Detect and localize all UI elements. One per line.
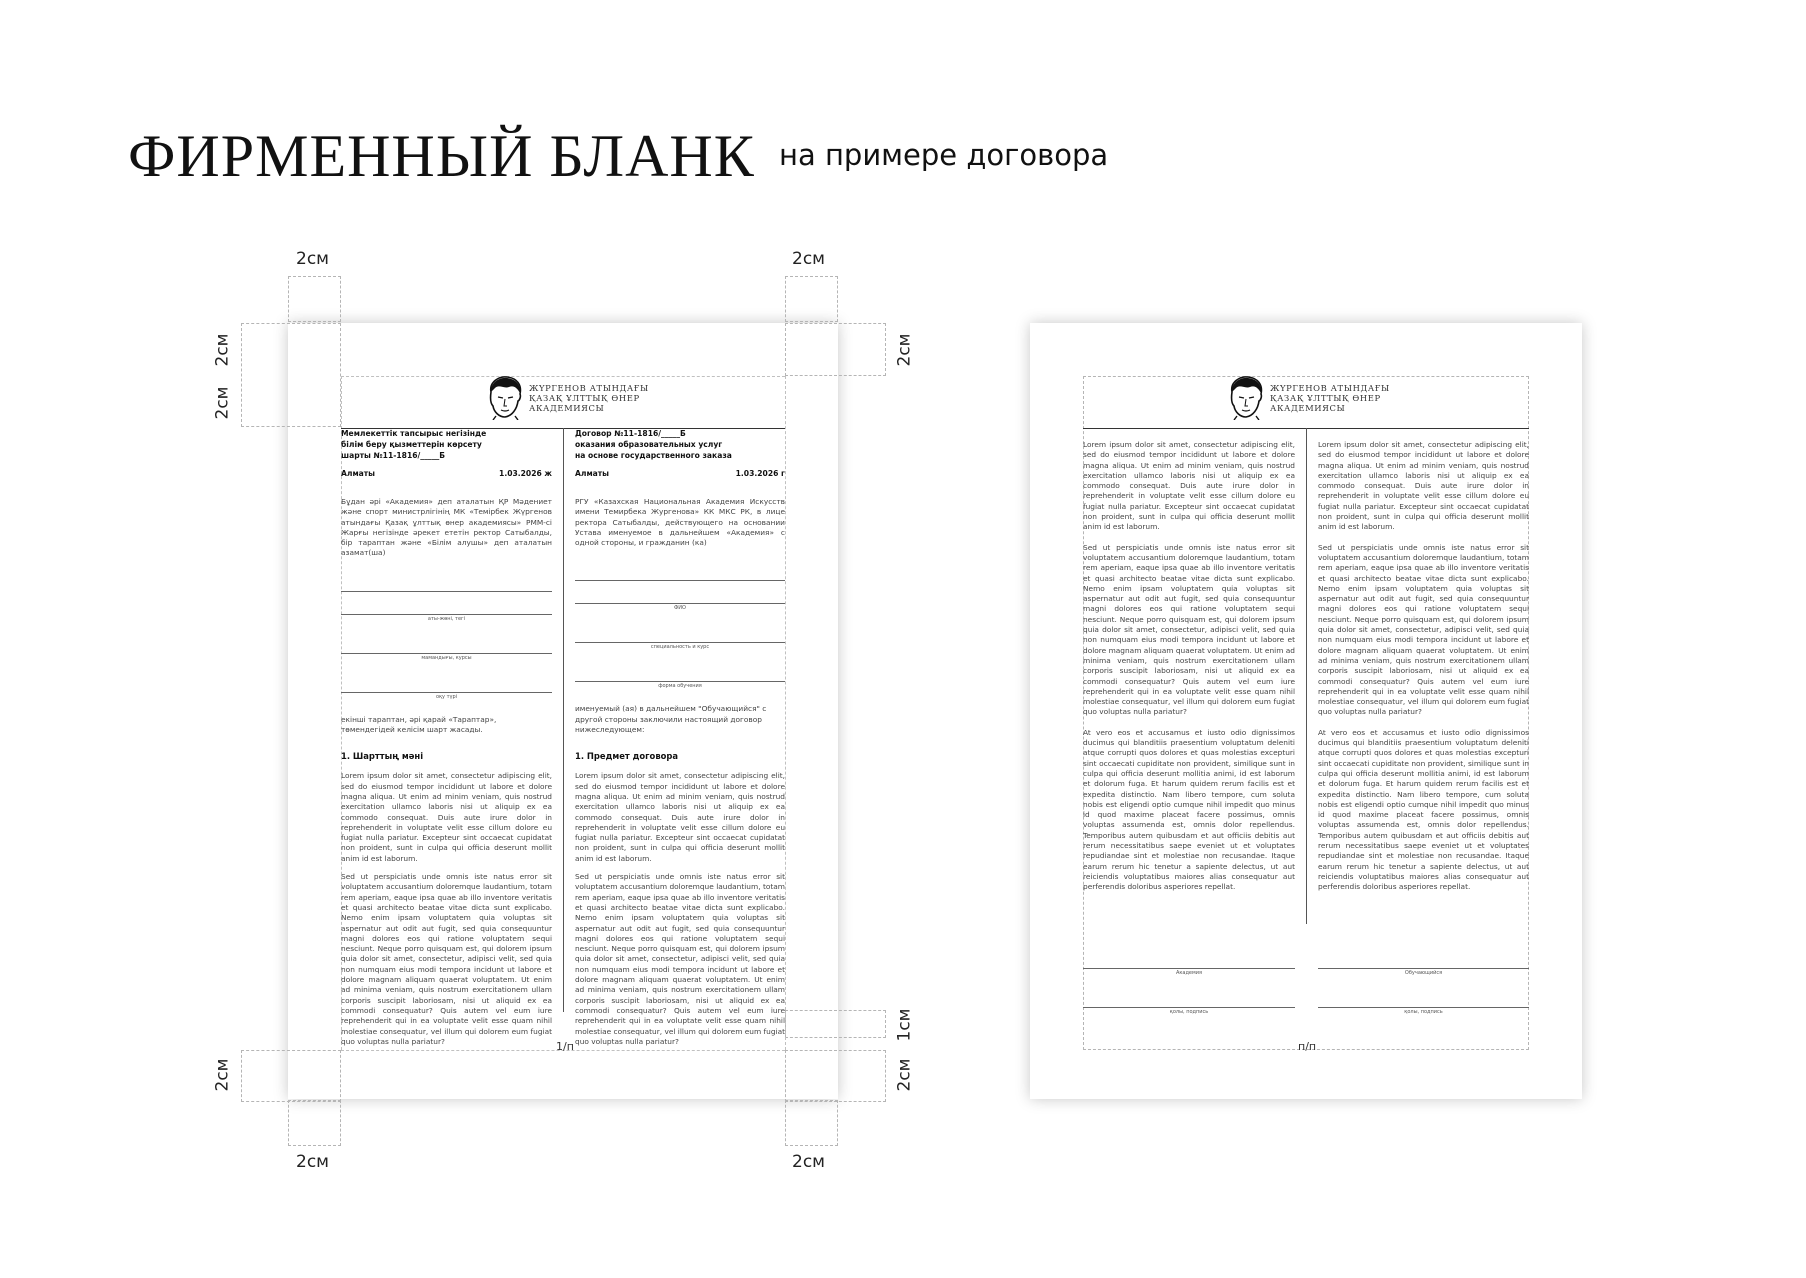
academy-logo xyxy=(487,376,649,420)
margin-label-top-right: 2см xyxy=(792,249,825,269)
margin-label-left-top1: 2см xyxy=(212,333,233,367)
margin-guide-bottom-left xyxy=(288,1100,341,1146)
kz-heading-3: шарты №11-1816/_____Б xyxy=(341,451,446,460)
column-divider xyxy=(563,428,564,1012)
margin-guide-bottom-left-side xyxy=(241,1050,341,1102)
margin-guide-top-right xyxy=(785,276,838,322)
margin-guide-top-left-side xyxy=(241,323,341,427)
ru-intro: РГУ «Казахская Национальная Академия Искусств имени Темирбека Жургенова» КК МКС РК, в лице ректора Сатыбалды, действующего на основании Устава именуемое в дальнейшем «Академия» с одной стороны, и гражданин (ка) xyxy=(575,497,785,548)
ru-caption-name: ФИО xyxy=(674,605,686,612)
signature-caption-right: қолы, подпись xyxy=(1404,1009,1443,1015)
kz-heading-2: білім беру қызметтерін көрсету xyxy=(341,440,482,449)
kz-paragraph-1: Lorem ipsum dolor sit amet, consectetur adipiscing elit, sed do eiusmod tempor incididunt ut labore et dolore magna aliqua. Ut enim ad minim veniam, quis nostrud exercitation ullamco laboris nisi ut aliquip ex ea commodo consequat. Duis aute irure dolor in reprehenderit in voluptate velit esse cillum dolore eu fugiat nulla pariatur. Excepteur sint occaecat cupidatat non proident, sunt in culpa qui officia deserunt mollit anim id est laborum. xyxy=(341,771,552,863)
kz-caption-name: аты-жөні, тегі xyxy=(427,615,466,622)
ru-caption-specialty: специальность и курс xyxy=(650,644,710,651)
ru-outro: именуемый (ая) в дальнейшем "Обучающийся" с другой стороны заключили настоящий договор нижеследующем: xyxy=(575,704,767,735)
signature-label-student: Обучающийся xyxy=(1404,970,1443,976)
margin-label-right-top: 2см xyxy=(894,333,915,367)
kz-line-1 xyxy=(341,591,552,592)
logo-line-2: ҚАЗАҚ ҰЛТТЫҚ ӨНЕР xyxy=(529,393,640,403)
margin-label-top-left: 2см xyxy=(296,249,329,269)
signature-block-right xyxy=(1318,968,1529,1016)
page2-left-paragraph-1: Lorem ipsum dolor sit amet, consectetur adipiscing elit, sed do eiusmod tempor incididunt ut labore et dolore magna aliqua. Ut enim ad minim veniam, quis nostrud exercitation ullamco laboris nisi ut aliquip ex ea commodo consequat. Duis aute irure dolor in reprehenderit in voluptate velit esse cillum dolore eu fugiat nulla pariatur. Excepteur sint occaecat cupidatat non proident, sunt in culpa qui officia deserunt mollit anim id est laborum. xyxy=(1083,440,1295,532)
logo-line-3: АКАДЕМИЯСЫ xyxy=(529,403,605,413)
kz-heading-1: Мемлекеттік тапсырыс негізінде xyxy=(341,429,487,438)
logo-line-1: ЖҮРГЕНОВ АТЫНДАҒЫ xyxy=(1270,383,1390,393)
margin-label-left-bottom: 2см xyxy=(212,1058,233,1092)
ru-caption-study-form: форма обучения xyxy=(658,683,702,690)
page-number-page2: п/п xyxy=(1298,1040,1317,1053)
page2-right-column xyxy=(1318,440,1529,892)
kz-date: 1.03.2026 ж xyxy=(499,469,552,478)
kz-outro: екінші тараптан, әрі қарай «Тараптар», төмендегідей келісім шарт жасады. xyxy=(341,714,497,735)
kz-column xyxy=(341,428,552,1047)
ru-heading-2: оказания образовательных услуг xyxy=(575,440,723,449)
ru-line-1 xyxy=(575,580,785,581)
page-subtitle: на примере договора xyxy=(779,138,1109,172)
signature-caption-left: қолы, подпись xyxy=(1169,1009,1209,1015)
ru-section-title: 1. Предмет договора xyxy=(575,751,679,762)
margin-label-right-bottom-2cm: 2см xyxy=(894,1058,915,1092)
margin-label-bottom-right: 2см xyxy=(792,1152,825,1172)
logo-line-2: ҚАЗАҚ ҰЛТТЫҚ ӨНЕР xyxy=(1270,393,1381,403)
kz-intro: Бұдан әрі «Академия» деп аталатын ҚР Мәдениет және спорт министрлігінің МК «Темірбек Жүргенов атындағы Қазақ ұлттық өнер академиясы» РММ-сі Жарғы негізінде әрекет ететін ректор Сатыбалды, бір тараптан және «Білім алушы» деп аталатын азамат(ша) xyxy=(341,497,552,558)
kz-section-title: 1. Шарттың мәні xyxy=(341,751,424,762)
kz-paragraph-2: Sed ut perspiciatis unde omnis iste natus error sit voluptatem accusantium doloremque laudantium, totam rem aperiam, eaque ipsa quae ab illo inventore veritatis et quasi architecto beatae vitae dicta sunt explicabo. Nemo enim ipsam voluptatem quia voluptas sit aspernatur aut odit aut fugit, sed quia consequuntur magni dolores eos qui ratione voluptatem sequi nesciunt. Neque porro quisquam est, qui dolorem ipsum quia dolor sit amet, consectetur, adipisci velit, sed quia non numquam eius modi tempora incidunt ut labore et dolore magnam aliquam quaerat voluptatem. Ut enim ad minima veniam, quis nostrum exercitationem ullam corporis suscipit laboriosam, nisi ut aliquid ex ea commodi consequatur? Quis autem vel eum iure reprehenderit qui in ea voluptate velit esse quam nihil molestiae consequatur, vel illum qui dolorem eum fugiat quo voluptas nulla pariatur? xyxy=(341,872,552,1046)
margin-guide-top-left xyxy=(288,276,341,322)
kz-caption-specialty: мамандығы, курсы xyxy=(421,654,472,661)
page-number: 1/п xyxy=(556,1040,574,1053)
ru-heading-3: на основе государственного заказа xyxy=(575,451,732,460)
page2-right-paragraph-2: Sed ut perspiciatis unde omnis iste natus error sit voluptatem accusantium doloremque laudantium, totam rem aperiam, eaque ipsa quae ab illo inventore veritatis et quasi architecto beatae vitae dicta sunt explicabo. Nemo enim ipsam voluptatem quia voluptas sit aspernatur aut odit aut fugit, sed quia consequuntur magni dolores eos qui ratione voluptatem sequi nesciunt. Neque porro quisquam est, qui dolorem ipsum quia dolor sit amet, consectetur, adipisci velit, sed quia non numquam eius modi tempora incidunt ut labore et dolore magnam aliquam quaerat voluptatem. Ut enim ad minima veniam, quis nostrum exercitationem ullam corporis suscipit laboriosam, nisi ut aliquid ex ea commodi consequatur? Quis autem vel eum iure reprehenderit qui in ea voluptate velit esse quam nihil molestiae consequatur, vel illum qui dolorem eum fugiat quo voluptas nulla pariatur? xyxy=(1318,542,1529,717)
content-bound-right xyxy=(785,376,786,1050)
margin-label-bottom-left: 2см xyxy=(296,1152,329,1172)
page-title: ФИРМЕННЫЙ БЛАНК xyxy=(128,123,755,189)
academy-logo-page2 xyxy=(1228,376,1390,420)
margin-label-left-top2: 2см xyxy=(212,386,233,420)
page2-left-paragraph-2: Sed ut perspiciatis unde omnis iste natus error sit voluptatem accusantium doloremque laudantium, totam rem aperiam, eaque ipsa quae ab illo inventore veritatis et quasi architecto beatae vitae dicta sunt explicabo. Nemo enim ipsam voluptatem quia voluptas sit aspernatur aut odit aut fugit, sed quia consequuntur magni dolores eos qui ratione voluptatem sequi nesciunt. Neque porro quisquam est, qui dolorem ipsum quia dolor sit amet, consectetur, adipisci velit, sed quia non numquam eius modi tempora incidunt ut labore et dolore magnam aliquam quaerat voluptatem. Ut enim ad minima veniam, quis nostrum exercitationem ullam corporis suscipit laboriosam, nisi ut aliquid ex ea commodi consequatur? Quis autem vel eum iure reprehenderit qui in ea voluptate velit esse quam nihil molestiae consequatur, vel illum qui dolorem eum fugiat quo voluptas nulla pariatur? xyxy=(1083,542,1295,717)
margin-guide-bottom-right xyxy=(785,1100,838,1146)
page2-left-column xyxy=(1083,440,1295,892)
ru-paragraph-1: Lorem ipsum dolor sit amet, consectetur adipiscing elit, sed do eiusmod tempor incididunt ut labore et dolore magna aliqua. Ut enim ad minim veniam, quis nostrud exercitation ullamco laboris nisi ut aliquip ex ea commodo consequat. Duis aute irure dolor in reprehenderit in voluptate velit esse cillum dolore eu fugiat nulla pariatur. Excepteur sint occaecat cupidatat non proident, sunt in culpa qui officia deserunt mollit anim id est laborum. xyxy=(575,771,785,863)
page2-right-paragraph-1: Lorem ipsum dolor sit amet, consectetur adipiscing elit, sed do eiusmod tempor incididunt ut labore et dolore magna aliqua. Ut enim ad minim veniam, quis nostrud exercitation ullamco laboris nisi ut aliquip ex ea commodo consequat. Duis aute irure dolor in reprehenderit in voluptate velit esse cillum dolore eu fugiat nulla pariatur. Excepteur sint occaecat cupidatat non proident, sunt in culpa qui officia deserunt mollit anim id est laborum. xyxy=(1318,440,1529,532)
portrait-icon xyxy=(1228,376,1264,420)
ru-paragraph-2: Sed ut perspiciatis unde omnis iste natus error sit voluptatem accusantium doloremque laudantium, totam rem aperiam, eaque ipsa quae ab illo inventore veritatis et quasi architecto beatae vitae dicta sunt explicabo. Nemo enim ipsam voluptatem quia voluptas sit aspernatur aut odit aut fugit, sed quia consequuntur magni dolores eos qui ratione voluptatem sequi nesciunt. Neque porro quisquam est, qui dolorem ipsum quia dolor sit amet, consectetur, adipisci velit, sed quia non numquam eius modi tempora incidunt ut labore et dolore magnam aliquam quaerat voluptatem. Ut enim ad minima veniam, quis nostrum exercitationem ullam corporis suscipit laboriosam, nisi ut aliquid ex ea commodi consequatur? Quis autem vel eum iure reprehenderit qui in ea voluptate velit esse quam nihil molestiae consequatur, vel illum qui dolorem eum fugiat quo voluptas nulla pariatur? xyxy=(575,872,785,1046)
signature-block-left xyxy=(1083,968,1295,1016)
page2-left-paragraph-3: At vero eos et accusamus et iusto odio dignissimos ducimus qui blanditiis praesentium voluptatum deleniti atque corrupti quos dolores et quas molestias excepturi sint occaecati cupiditate non provident, similique sunt in culpa qui officia deserunt mollitia animi, id est laborum et dolorum fuga. Et harum quidem rerum facilis est et expedita distinctio. Nam libero tempore, cum soluta nobis est eligendi optio cumque nihil impedit quo minus id quod maxime placeat facere possimus, omnis voluptas assumenda est, omnis dolor repellendus. Temporibus autem quibusdam et aut officiis debitis aut rerum necessitatibus saepe eveniet ut et voluptates repudiandae sint et molestiae non recusandae. Itaque earum rerum hic tenetur a sapiente delectus, ut aut reiciendis voluptatibus maiores alias consequatur aut perferendis doloribus asperiores repellat. xyxy=(1083,727,1295,892)
margin-guide-bottom-right-1cm xyxy=(785,1010,886,1038)
ru-date: 1.03.2026 г xyxy=(735,469,785,478)
kz-caption-study-form: оқу түрі xyxy=(435,693,458,700)
ru-column xyxy=(575,428,785,1047)
margin-label-right-bottom-1cm: 1см xyxy=(894,1008,915,1042)
ru-city: Алматы xyxy=(575,469,610,478)
portrait-icon xyxy=(487,376,523,420)
margin-guide-top-right-side xyxy=(785,323,886,376)
kz-city: Алматы xyxy=(341,469,376,478)
page2-right-paragraph-3: At vero eos et accusamus et iusto odio dignissimos ducimus qui blanditiis praesentium voluptatum deleniti atque corrupti quos dolores et quas molestias excepturi sint occaecati cupiditate non provident, similique sunt in culpa qui officia deserunt mollitia animi, id est laborum et dolorum fuga. Et harum quidem rerum facilis est et expedita distinctio. Nam libero tempore, cum soluta nobis est eligendi optio cumque nihil impedit quo minus id quod maxime placeat facere possimus, omnis voluptas assumenda est, omnis dolor repellendus. Temporibus autem quibusdam et aut officiis debitis aut rerum necessitatibus saepe eveniet ut et voluptates repudiandae sint et molestiae non recusandae. Itaque earum rerum hic tenetur a sapiente delectus, ut aut reiciendis voluptatibus maiores alias consequatur aut perferendis doloribus asperiores repellat. xyxy=(1318,727,1529,892)
logo-line-1: ЖҮРГЕНОВ АТЫНДАҒЫ xyxy=(529,383,649,393)
ru-heading-1: Договор №11-1816/_____Б xyxy=(575,429,686,438)
column-divider-page2 xyxy=(1306,428,1307,924)
signature-label-academy: Академия xyxy=(1175,970,1203,976)
logo-line-3: АКАДЕМИЯСЫ xyxy=(1270,403,1346,413)
margin-guide-bottom-right-side xyxy=(785,1050,886,1102)
